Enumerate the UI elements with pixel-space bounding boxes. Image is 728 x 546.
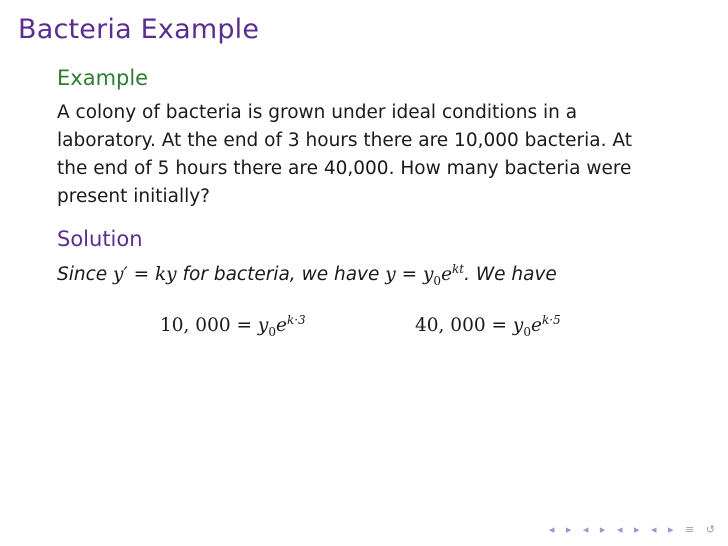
nav-prev-section-icon[interactable]: ◂ [616, 523, 624, 536]
model-e: e [441, 264, 453, 286]
equation-2-e: e [530, 315, 542, 337]
model-lhs: y [385, 264, 396, 286]
frame-title: Bacteria Example [18, 14, 260, 45]
equation-1-lhs: 10, 000 [160, 315, 231, 337]
nav-menu-icon[interactable]: ≡ [685, 523, 696, 536]
ode-lhs: y′ [113, 264, 128, 286]
equation-2: 40, $000 = y_0e^{k\cdot 5}$ [415, 313, 561, 339]
nav-next-subsection-icon[interactable]: ▸ [668, 523, 675, 536]
nav-prev-slide-icon[interactable]: ◂ [582, 523, 590, 536]
equation-2-y: y [512, 315, 524, 337]
nav-next-frame-icon[interactable]: ▸ [565, 523, 573, 536]
solution-lead-2: for bacteria, we have [176, 264, 386, 286]
nav-prev-frame-icon[interactable]: ◂ [548, 523, 556, 536]
model-exp: kt [452, 262, 465, 276]
example-block-title: Example [57, 66, 149, 90]
equation-1: 10, $000 = y_0e^{k\cdot 3}$ [160, 313, 306, 339]
equation-1-y: y [257, 315, 269, 337]
nav-search-icon[interactable]: ↺ [705, 523, 716, 536]
equation-2-exp: k·5 [541, 313, 561, 327]
equation-1-sub: 0 [268, 324, 276, 339]
equation-1-exp: k·3 [286, 313, 306, 327]
solution-lead-3: . We have [464, 264, 557, 286]
equation-2-sub: 0 [523, 324, 531, 339]
model-sub: 0 [433, 273, 442, 288]
beamer-navigation-bar [543, 523, 716, 536]
ode-rhs: ky [154, 264, 177, 286]
equation-2-lhs: 40, 000 [415, 315, 486, 337]
equation-1-e: e [275, 315, 287, 337]
nav-prev-subsection-icon[interactable]: ◂ [651, 523, 658, 536]
model-y0: y [422, 264, 434, 286]
example-problem-text: A colony of bacteria is grown under ideal conditions in a laboratory. At the end of 3 hours there are 10,000 bacteria. At the end of 5 hours there are 40,000. How many bacteria were present initially? [57, 102, 632, 207]
nav-next-section-icon[interactable]: ▸ [633, 523, 641, 536]
solution-block-title: Solution [57, 227, 143, 251]
nav-next-slide-icon[interactable]: ▸ [599, 523, 607, 536]
solution-statement: Since y′ = ky for bacteria, we have $y = y_0e^{kt}$. We have [57, 262, 557, 288]
solution-lead-1: Since [57, 264, 114, 286]
